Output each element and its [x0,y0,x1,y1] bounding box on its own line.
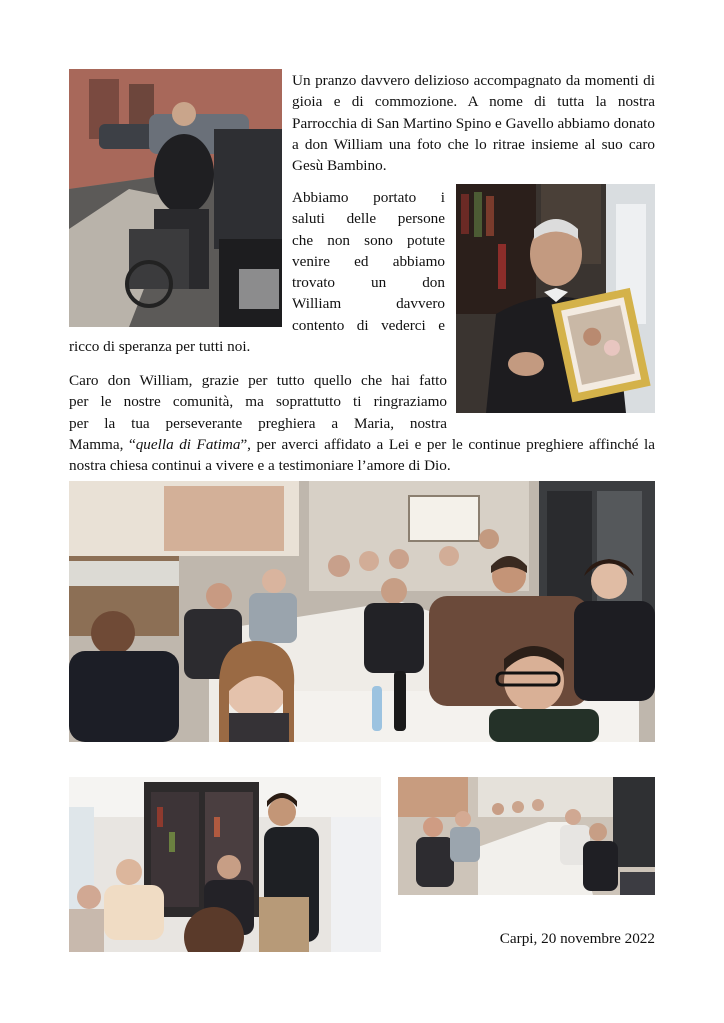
paragraph-intro: Un pranzo davvero delizioso accompagnato da momenti di gioia e di commozione. A nome di tutta la nostra Parrocchia di San Martino Spino e Gavello abbiamo donato a don William una foto che lo ritrae insieme al suo caro Gesù Bambino. [292,72,655,175]
photo-long-table [398,777,655,895]
paragraph-greetings-tail: ricco di speranza per tutti noi. [69,338,251,355]
photo-host-with-bag [69,777,381,952]
paragraph-thanks-continued: Mamma, “quella di Fatima”, per averci affidato a Lei e per le continue preghiere affinché la nostra chiesa continui a vivere e a testimoniare l’amore di Dio. [69,436,655,475]
paragraph-greetings: Abbiamo portato i saluti delle persone che non sono potute venire ed abbiamo trovato un don William davvero contento di vederci e [292,189,445,334]
quote-fatima: quella di Fatima [135,436,241,453]
photo-street-wheelchair [69,69,282,327]
footer-date: Carpi, 20 novembre 2022 [499,930,655,947]
photo-priest-with-frame [456,184,655,413]
paragraph-thanks: Caro don William, grazie per tutto quello che hai fatto per le nostre comunità, ma soprattutto ti ringraziamo per la tua perseverante preghiera a Maria, nostra [69,372,447,432]
photo-group-restaurant [69,481,655,742]
